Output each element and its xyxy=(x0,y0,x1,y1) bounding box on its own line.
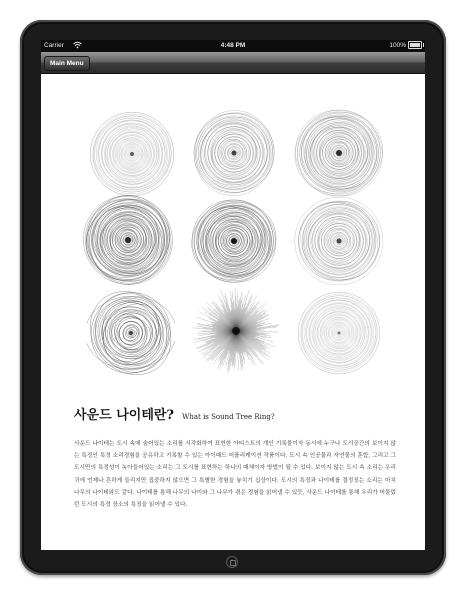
home-button-icon[interactable] xyxy=(226,556,238,568)
title-english: What is Sound Tree Ring? xyxy=(182,413,275,421)
navigation-bar xyxy=(41,52,425,74)
content-area xyxy=(41,74,425,550)
sound-ring-6 xyxy=(294,197,384,285)
battery-icon xyxy=(408,41,422,49)
article-title xyxy=(74,404,275,423)
sound-ring-grid xyxy=(41,74,425,374)
battery-percent: 100% xyxy=(389,41,406,49)
status-time: 4:48 PM xyxy=(220,42,246,49)
article-paragraph: 사운드 나이테는 도시 속에 숨어있는 소리를 시각화하여 표현한 아티스트의 개인 기록물이자 동시에 누구나 도시공간의 보이지 않는 특정인 특정 소리경험을 공유하고 기록할 수 있는 아이패드 어플리케이션 작품이다. 도시 속 인공물과 자연물의 혼합, 그리고 그 도시만의 특정성이 녹아들어있는 소리는 그 도시를 표현하는 하나의 매체이자 방법이 될 수 있다. 보이지 않는 도시 속 소리는 우리 귀에 언제나 흔하게 들리지만 집중하지 않으면 그 특별한 경험을 놓치기 십상이다. 도시의 특정과 나이테를 결정짓는 소리는 마치 나무의 나이테와도 같다. 나이테를 통해 나무의 나이와 그 나무가 겪은 경험을 읽어낼 수 있듯, 사운드 나이테를 통해 우리가 머물렀던 도시의 특정 장소의 특징을 읽어낼 수 있다. xyxy=(74,441,396,509)
sound-ring-1 xyxy=(87,112,177,196)
sound-ring-7 xyxy=(87,290,175,376)
sound-ring-8 xyxy=(190,284,282,378)
title-korean: 사운드 나이테란? xyxy=(74,408,175,423)
main-menu-button[interactable]: Main Menu xyxy=(44,56,90,71)
sound-ring-9 xyxy=(296,290,382,376)
status-bar xyxy=(41,40,425,52)
sound-ring-5 xyxy=(191,198,277,284)
battery-indicator xyxy=(389,41,422,49)
sound-ring-2 xyxy=(191,110,277,196)
carrier-label: Carrier xyxy=(44,42,64,49)
sound-ring-3 xyxy=(294,108,384,198)
sound-ring-4 xyxy=(82,194,174,286)
